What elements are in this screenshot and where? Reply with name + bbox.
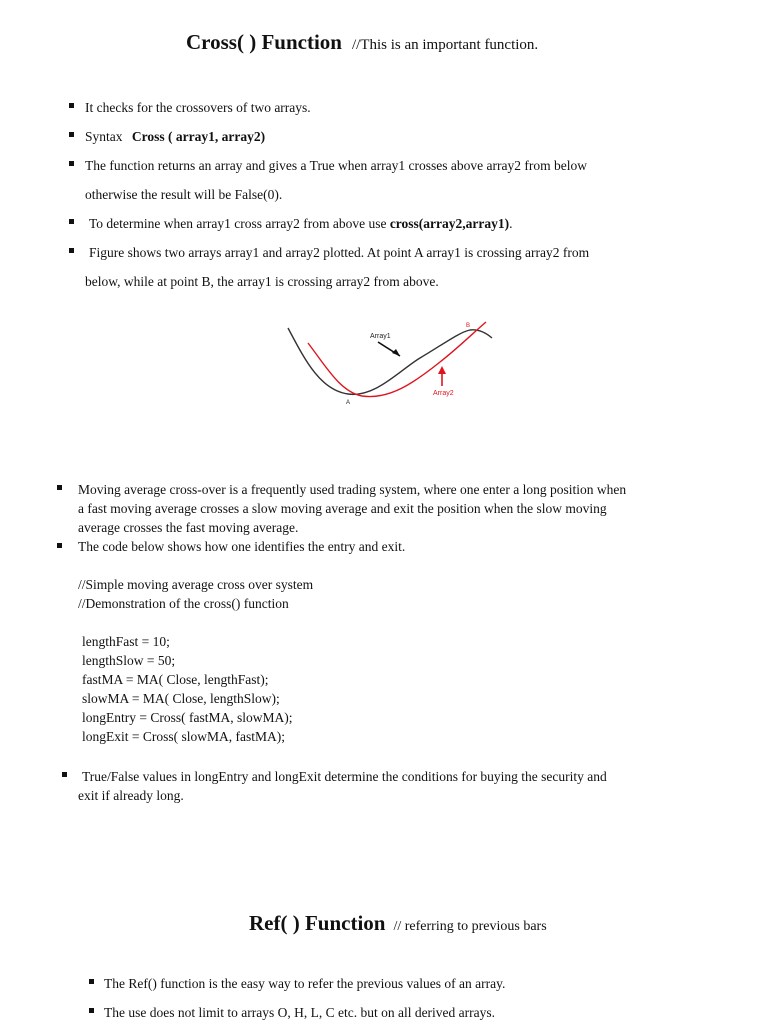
bullet-returns-line2: otherwise the result will be False(0). xyxy=(85,187,283,202)
bullet-icon xyxy=(69,161,74,166)
bullet-icon xyxy=(69,219,74,224)
bullet-ref-easy: The Ref() function is the easy way to refer the previous values of an array. xyxy=(104,976,506,991)
label-array2: Array2 xyxy=(433,390,454,397)
code-line-longentry: longEntry = Cross( fastMA, slowMA); xyxy=(82,710,293,725)
determine-bold: cross(array2,array1) xyxy=(389,216,510,231)
syntax-bold: Cross ( array1, array2) xyxy=(131,129,266,144)
bullet-determine xyxy=(89,214,513,233)
bullet-figure-line2: below, while at point B, the array1 is crossing array2 from above. xyxy=(85,274,439,289)
bullet-truefalse-line1: True/False values in longEntry and longExit determine the conditions for buying the security and xyxy=(82,769,607,784)
bullet-icon xyxy=(89,1008,94,1013)
code-line-lengthslow: lengthSlow = 50; xyxy=(82,653,176,668)
bullet-code-intro: The code below shows how one identifies the entry and exit. xyxy=(78,539,406,554)
bullet-icon xyxy=(69,248,74,253)
bullet-ma-line1: Moving average cross-over is a frequently used trading system, where one enter a long position when xyxy=(78,482,627,497)
bullet-icon xyxy=(69,132,74,137)
cross-title-text: Cross( ) Function xyxy=(186,30,342,54)
crossover-figure xyxy=(280,310,500,415)
ref-title-text: Ref( ) Function xyxy=(249,911,386,935)
code-line-longexit: longExit = Cross( slowMA, fastMA); xyxy=(82,729,285,744)
bullet-figure-line1: Figure shows two arrays array1 and array2 plotted. At point A array1 is crossing array2 from xyxy=(89,245,590,260)
array1-arrowhead xyxy=(392,349,400,356)
array2-arrowhead xyxy=(438,366,446,374)
bullet-syntax xyxy=(85,127,265,146)
syntax-prefix: Syntax xyxy=(85,129,123,144)
label-a: A xyxy=(346,400,351,406)
label-array1: Array1 xyxy=(370,333,391,340)
bullet-icon xyxy=(89,979,94,984)
bullet-icon xyxy=(57,543,62,548)
bullet-icon xyxy=(62,772,67,777)
bullet-icon xyxy=(69,103,74,108)
cross-function-title xyxy=(186,30,538,55)
code-comment-1: //Simple moving average cross over system xyxy=(78,577,314,592)
bullet-ma-line2: a fast moving average crosses a slow moving average and exit the position when the slow moving xyxy=(78,501,607,516)
bullet-truefalse-line2: exit if already long. xyxy=(78,788,184,803)
ref-function-title xyxy=(249,911,547,936)
bullet-ref-derived: The use does not limit to arrays O, H, L, C etc. but on all derived arrays. xyxy=(104,1005,496,1020)
bullet-ma-line3: average crosses the fast moving average. xyxy=(78,520,299,535)
code-line-slowma: slowMA = MA( Close, lengthSlow); xyxy=(82,691,280,706)
bullet-icon xyxy=(57,485,62,490)
cross-title-note: //This is an important function. xyxy=(351,37,539,53)
array2-line xyxy=(308,322,486,397)
code-comment-2: //Demonstration of the cross() function xyxy=(78,596,289,611)
bullet-returns-line1: The function returns an array and gives a True when array1 crosses above array2 from below xyxy=(85,158,587,173)
label-b: B xyxy=(466,323,471,329)
ref-title-note: // referring to previous bars xyxy=(393,919,547,934)
code-line-fastma: fastMA = MA( Close, lengthFast); xyxy=(82,672,269,687)
code-line-lengthfast: lengthFast = 10; xyxy=(82,634,170,649)
bullet-crossovers: It checks for the crossovers of two arrays. xyxy=(85,100,311,115)
determine-suffix: . xyxy=(509,216,513,231)
determine-prefix: To determine when array1 cross array2 from above use xyxy=(89,216,387,231)
